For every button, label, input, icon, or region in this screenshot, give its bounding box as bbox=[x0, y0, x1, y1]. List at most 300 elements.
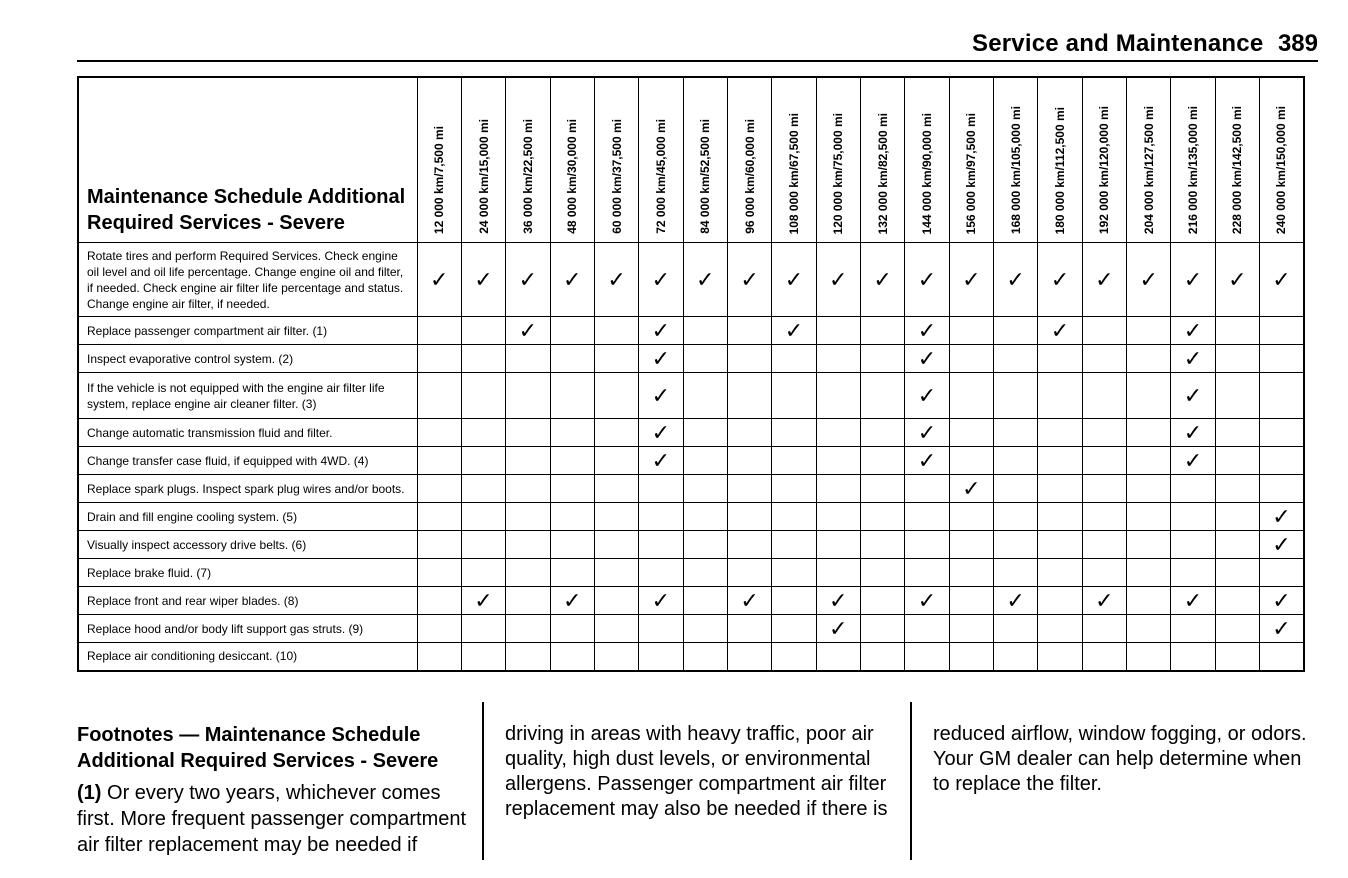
schedule-cell bbox=[639, 643, 683, 671]
checkmark-icon: ✓ bbox=[651, 266, 671, 292]
schedule-cell bbox=[550, 615, 594, 643]
schedule-cell bbox=[1082, 317, 1126, 345]
schedule-cell bbox=[506, 345, 550, 373]
interval-label: 48 000 km/30,000 mi bbox=[565, 119, 580, 234]
interval-label: 192 000 km/120,000 mi bbox=[1097, 105, 1112, 234]
schedule-cell bbox=[639, 475, 683, 503]
schedule-cell bbox=[860, 317, 904, 345]
schedule-cell bbox=[905, 531, 949, 559]
schedule-cell bbox=[1127, 243, 1171, 317]
schedule-cell bbox=[1260, 345, 1304, 373]
schedule-cell bbox=[905, 345, 949, 373]
schedule-cell bbox=[1082, 615, 1126, 643]
schedule-cell bbox=[506, 475, 550, 503]
checkmark-icon: ✓ bbox=[917, 266, 937, 292]
schedule-cell bbox=[683, 587, 727, 615]
table-row bbox=[78, 615, 1304, 643]
interval-label: 132 000 km/82,500 mi bbox=[875, 112, 890, 234]
schedule-cell bbox=[683, 531, 727, 559]
interval-header bbox=[772, 77, 816, 243]
interval-header bbox=[683, 77, 727, 243]
schedule-cell bbox=[1082, 345, 1126, 373]
checkmark-icon: ✓ bbox=[1272, 531, 1291, 557]
schedule-cell bbox=[1260, 475, 1304, 503]
interval-label: 180 000 km/112,500 mi bbox=[1052, 106, 1067, 234]
schedule-cell bbox=[860, 503, 904, 531]
checkmark-icon: ✓ bbox=[1183, 317, 1203, 343]
interval-label: 24 000 km/15,000 mi bbox=[476, 119, 491, 234]
schedule-cell bbox=[1038, 615, 1082, 643]
schedule-cell bbox=[683, 419, 727, 447]
interval-header-row bbox=[78, 77, 1304, 243]
schedule-cell bbox=[905, 475, 949, 503]
schedule-cell bbox=[1215, 373, 1259, 419]
interval-header bbox=[417, 77, 461, 243]
table-row bbox=[78, 373, 1304, 419]
schedule-cell bbox=[461, 531, 505, 559]
schedule-cell bbox=[506, 447, 550, 475]
checkmark-icon: ✓ bbox=[829, 266, 848, 292]
checkmark-icon: ✓ bbox=[962, 475, 981, 501]
schedule-cell bbox=[417, 447, 461, 475]
schedule-cell bbox=[1260, 531, 1304, 559]
schedule-cell bbox=[550, 587, 594, 615]
schedule-cell bbox=[1215, 317, 1259, 345]
interval-header bbox=[1127, 77, 1171, 243]
schedule-cell bbox=[905, 643, 949, 671]
schedule-cell bbox=[1127, 345, 1171, 373]
schedule-cell bbox=[417, 531, 461, 559]
checkmark-icon: ✓ bbox=[1183, 345, 1203, 371]
schedule-cell bbox=[1215, 615, 1259, 643]
schedule-cell bbox=[949, 643, 993, 671]
schedule-cell bbox=[860, 615, 904, 643]
page-number: 389 bbox=[1277, 30, 1318, 57]
schedule-cell bbox=[594, 373, 638, 419]
schedule-cell bbox=[1215, 503, 1259, 531]
schedule-cell bbox=[1082, 475, 1126, 503]
checkmark-icon: ✓ bbox=[740, 587, 759, 613]
schedule-cell bbox=[1215, 475, 1259, 503]
schedule-cell bbox=[417, 345, 461, 373]
checkmark-icon: ✓ bbox=[696, 266, 715, 292]
service-description: Replace spark plugs. Inspect spark plug wires and/or boots. bbox=[78, 475, 417, 503]
schedule-cell bbox=[816, 531, 860, 559]
checkmark-icon: ✓ bbox=[1183, 382, 1203, 408]
schedule-cell bbox=[1082, 643, 1126, 671]
checkmark-icon: ✓ bbox=[784, 317, 804, 343]
schedule-cell bbox=[993, 559, 1037, 587]
checkmark-icon: ✓ bbox=[1183, 266, 1203, 292]
schedule-cell bbox=[1171, 503, 1215, 531]
checkmark-icon: ✓ bbox=[873, 266, 892, 292]
schedule-cell bbox=[506, 317, 550, 345]
schedule-cell bbox=[1038, 419, 1082, 447]
schedule-cell bbox=[639, 373, 683, 419]
schedule-cell bbox=[949, 345, 993, 373]
schedule-cell bbox=[639, 243, 683, 317]
checkmark-icon: ✓ bbox=[1006, 266, 1025, 292]
schedule-cell bbox=[993, 531, 1037, 559]
schedule-cell bbox=[949, 373, 993, 419]
schedule-cell bbox=[1260, 503, 1304, 531]
schedule-cell bbox=[1260, 243, 1304, 317]
service-description: If the vehicle is not equipped with the engine air filter life system, replace engine air cleaner filter. (3) bbox=[78, 373, 417, 419]
schedule-cell bbox=[1127, 447, 1171, 475]
schedule-cell bbox=[993, 419, 1037, 447]
schedule-cell bbox=[683, 503, 727, 531]
interval-header bbox=[1260, 77, 1304, 243]
schedule-cell bbox=[550, 643, 594, 671]
schedule-cell bbox=[1171, 643, 1215, 671]
schedule-cell bbox=[727, 559, 771, 587]
maintenance-schedule-table bbox=[77, 76, 1305, 672]
footnote-marker: (1) bbox=[77, 782, 102, 804]
schedule-cell bbox=[816, 419, 860, 447]
schedule-cell bbox=[1260, 587, 1304, 615]
schedule-cell bbox=[1215, 243, 1259, 317]
table-row bbox=[78, 243, 1304, 317]
checkmark-icon: ✓ bbox=[917, 382, 937, 408]
schedule-cell bbox=[1127, 475, 1171, 503]
table-row bbox=[78, 559, 1304, 587]
checkmark-icon: ✓ bbox=[917, 317, 937, 343]
checkmark-icon: ✓ bbox=[651, 419, 671, 445]
checkmark-icon: ✓ bbox=[518, 266, 538, 292]
schedule-cell bbox=[949, 503, 993, 531]
schedule-cell bbox=[594, 475, 638, 503]
schedule-cell bbox=[683, 615, 727, 643]
schedule-cell bbox=[727, 419, 771, 447]
schedule-cell bbox=[594, 317, 638, 345]
schedule-cell bbox=[639, 615, 683, 643]
schedule-cell bbox=[1260, 373, 1304, 419]
checkmark-icon: ✓ bbox=[1272, 615, 1291, 641]
schedule-cell bbox=[683, 317, 727, 345]
schedule-cell bbox=[905, 587, 949, 615]
schedule-cell bbox=[506, 559, 550, 587]
schedule-cell bbox=[727, 243, 771, 317]
schedule-cell bbox=[727, 373, 771, 419]
interval-header bbox=[816, 77, 860, 243]
schedule-cell bbox=[1171, 345, 1215, 373]
schedule-cell bbox=[1038, 373, 1082, 419]
schedule-cell bbox=[949, 531, 993, 559]
schedule-cell bbox=[417, 643, 461, 671]
schedule-cell bbox=[727, 447, 771, 475]
schedule-cell bbox=[1260, 643, 1304, 671]
schedule-cell bbox=[594, 447, 638, 475]
service-description: Change automatic transmission fluid and filter. bbox=[78, 419, 417, 447]
schedule-cell bbox=[1127, 559, 1171, 587]
schedule-cell bbox=[683, 345, 727, 373]
interval-header bbox=[506, 77, 550, 243]
checkmark-icon: ✓ bbox=[1228, 266, 1247, 292]
checkmark-icon: ✓ bbox=[1183, 587, 1203, 613]
schedule-cell bbox=[905, 243, 949, 317]
checkmark-icon: ✓ bbox=[518, 317, 538, 343]
schedule-cell bbox=[1038, 559, 1082, 587]
interval-header bbox=[1215, 77, 1259, 243]
schedule-cell bbox=[993, 615, 1037, 643]
schedule-cell bbox=[727, 503, 771, 531]
schedule-cell bbox=[1038, 447, 1082, 475]
schedule-cell bbox=[772, 475, 816, 503]
schedule-cell bbox=[949, 419, 993, 447]
service-description: Visually inspect accessory drive belts. (6) bbox=[78, 531, 417, 559]
schedule-cell bbox=[461, 503, 505, 531]
schedule-cell bbox=[993, 503, 1037, 531]
schedule-cell bbox=[683, 243, 727, 317]
schedule-cell bbox=[1260, 559, 1304, 587]
interval-label: 204 000 km/127,500 mi bbox=[1141, 105, 1156, 234]
interval-header bbox=[461, 77, 505, 243]
service-description: Change transfer case fluid, if equipped with 4WD. (4) bbox=[78, 447, 417, 475]
interval-header bbox=[905, 77, 949, 243]
service-description: Drain and fill engine cooling system. (5) bbox=[78, 503, 417, 531]
schedule-cell bbox=[905, 615, 949, 643]
schedule-cell bbox=[1038, 531, 1082, 559]
schedule-cell bbox=[772, 503, 816, 531]
schedule-cell bbox=[1082, 243, 1126, 317]
schedule-cell bbox=[993, 243, 1037, 317]
interval-header bbox=[594, 77, 638, 243]
schedule-cell bbox=[550, 317, 594, 345]
schedule-cell bbox=[1171, 559, 1215, 587]
schedule-cell bbox=[1082, 587, 1126, 615]
schedule-cell bbox=[1260, 317, 1304, 345]
schedule-cell bbox=[772, 643, 816, 671]
schedule-cell bbox=[417, 503, 461, 531]
schedule-cell bbox=[860, 419, 904, 447]
schedule-cell bbox=[461, 419, 505, 447]
schedule-cell bbox=[594, 419, 638, 447]
interval-header bbox=[550, 77, 594, 243]
checkmark-icon: ✓ bbox=[917, 419, 937, 445]
schedule-cell bbox=[594, 587, 638, 615]
schedule-cell bbox=[905, 419, 949, 447]
schedule-cell bbox=[417, 587, 461, 615]
checkmark-icon: ✓ bbox=[607, 266, 626, 292]
schedule-cell bbox=[683, 373, 727, 419]
schedule-cell bbox=[949, 475, 993, 503]
schedule-cell bbox=[1127, 531, 1171, 559]
schedule-cell bbox=[1127, 615, 1171, 643]
schedule-cell bbox=[594, 345, 638, 373]
checkmark-icon: ✓ bbox=[917, 587, 937, 613]
schedule-cell bbox=[860, 373, 904, 419]
column-divider bbox=[910, 702, 912, 860]
schedule-cell bbox=[417, 475, 461, 503]
schedule-cell bbox=[461, 317, 505, 345]
schedule-cell bbox=[550, 447, 594, 475]
schedule-cell bbox=[816, 373, 860, 419]
schedule-cell bbox=[683, 559, 727, 587]
schedule-cell bbox=[550, 559, 594, 587]
schedule-cell bbox=[772, 419, 816, 447]
schedule-cell bbox=[550, 531, 594, 559]
schedule-cell bbox=[506, 615, 550, 643]
schedule-cell bbox=[1127, 587, 1171, 615]
schedule-cell bbox=[1082, 531, 1126, 559]
schedule-cell bbox=[949, 243, 993, 317]
schedule-cell bbox=[594, 643, 638, 671]
service-description: Inspect evaporative control system. (2) bbox=[78, 345, 417, 373]
interval-header bbox=[639, 77, 683, 243]
service-description: Replace front and rear wiper blades. (8) bbox=[78, 587, 417, 615]
schedule-cell bbox=[1082, 503, 1126, 531]
schedule-cell bbox=[506, 531, 550, 559]
checkmark-icon: ✓ bbox=[651, 447, 671, 473]
schedule-cell bbox=[816, 559, 860, 587]
checkmark-icon: ✓ bbox=[829, 615, 848, 641]
schedule-cell bbox=[417, 615, 461, 643]
service-description: Replace hood and/or body lift support gas struts. (9) bbox=[78, 615, 417, 643]
schedule-cell bbox=[1127, 373, 1171, 419]
schedule-cell bbox=[550, 475, 594, 503]
schedule-cell bbox=[860, 587, 904, 615]
schedule-cell bbox=[550, 503, 594, 531]
footnote-1-continued: reduced airflow, window fogging, or odors. Your GM dealer can help determine when to replace the filter. bbox=[933, 723, 1307, 795]
schedule-cell bbox=[772, 615, 816, 643]
schedule-cell bbox=[506, 503, 550, 531]
schedule-cell bbox=[816, 643, 860, 671]
schedule-cell bbox=[1082, 447, 1126, 475]
schedule-cell bbox=[1038, 643, 1082, 671]
schedule-cell bbox=[550, 243, 594, 317]
schedule-cell bbox=[639, 419, 683, 447]
schedule-cell bbox=[993, 643, 1037, 671]
schedule-cell bbox=[461, 643, 505, 671]
schedule-cell bbox=[417, 317, 461, 345]
interval-header bbox=[860, 77, 904, 243]
schedule-cell bbox=[1215, 643, 1259, 671]
interval-label: 36 000 km/22,500 mi bbox=[520, 119, 535, 234]
table-row bbox=[78, 345, 1304, 373]
checkmark-icon: ✓ bbox=[1183, 419, 1203, 445]
schedule-cell bbox=[417, 373, 461, 419]
table-row bbox=[78, 475, 1304, 503]
schedule-cell bbox=[639, 531, 683, 559]
schedule-cell bbox=[594, 243, 638, 317]
checkmark-icon: ✓ bbox=[429, 266, 449, 292]
schedule-cell bbox=[461, 587, 505, 615]
schedule-cell bbox=[772, 587, 816, 615]
schedule-cell bbox=[1082, 373, 1126, 419]
interval-label: 12 000 km/7,500 mi bbox=[432, 125, 447, 234]
interval-label: 240 000 km/150,000 mi bbox=[1274, 105, 1289, 234]
schedule-cell bbox=[816, 345, 860, 373]
schedule-cell bbox=[860, 531, 904, 559]
table-row bbox=[78, 531, 1304, 559]
interval-header bbox=[727, 77, 771, 243]
schedule-cell bbox=[683, 475, 727, 503]
checkmark-icon: ✓ bbox=[562, 266, 582, 292]
checkmark-icon: ✓ bbox=[651, 587, 671, 613]
schedule-cell bbox=[1171, 475, 1215, 503]
schedule-cell bbox=[1038, 475, 1082, 503]
schedule-cell bbox=[461, 559, 505, 587]
schedule-cell bbox=[949, 447, 993, 475]
service-description: Replace air conditioning desiccant. (10) bbox=[78, 643, 417, 671]
schedule-cell bbox=[1171, 531, 1215, 559]
interval-header bbox=[1038, 77, 1082, 243]
checkmark-icon: ✓ bbox=[1050, 317, 1070, 343]
schedule-cell bbox=[1171, 243, 1215, 317]
schedule-cell bbox=[993, 475, 1037, 503]
footnotes-column-3 bbox=[933, 700, 1323, 860]
interval-label: 216 000 km/135,000 mi bbox=[1186, 105, 1201, 234]
schedule-cell bbox=[993, 587, 1037, 615]
interval-header bbox=[1171, 77, 1215, 243]
schedule-cell bbox=[550, 345, 594, 373]
schedule-cell bbox=[1260, 419, 1304, 447]
schedule-cell bbox=[1171, 447, 1215, 475]
checkmark-icon: ✓ bbox=[1139, 266, 1158, 292]
checkmark-icon: ✓ bbox=[1272, 587, 1291, 613]
schedule-cell bbox=[1171, 615, 1215, 643]
checkmark-icon: ✓ bbox=[1272, 503, 1291, 529]
schedule-cell bbox=[905, 447, 949, 475]
schedule-cell bbox=[1038, 317, 1082, 345]
schedule-cell bbox=[639, 447, 683, 475]
schedule-cell bbox=[461, 345, 505, 373]
schedule-cell bbox=[639, 559, 683, 587]
schedule-cell bbox=[1215, 587, 1259, 615]
interval-label: 228 000 km/142,500 mi bbox=[1230, 105, 1245, 234]
schedule-cell bbox=[816, 475, 860, 503]
schedule-cell bbox=[1038, 503, 1082, 531]
schedule-cell bbox=[1038, 587, 1082, 615]
page-header bbox=[77, 28, 1318, 62]
schedule-cell bbox=[1127, 419, 1171, 447]
section-title: Service and Maintenance bbox=[972, 30, 1264, 57]
schedule-cell bbox=[860, 559, 904, 587]
schedule-cell bbox=[772, 447, 816, 475]
schedule-cell bbox=[816, 587, 860, 615]
schedule-cell bbox=[949, 559, 993, 587]
interval-label: 108 000 km/67,500 mi bbox=[786, 112, 801, 234]
footnotes-heading: Footnotes — Maintenance Schedule Additional Required Services - Severe bbox=[77, 724, 439, 772]
schedule-cell bbox=[1215, 559, 1259, 587]
footnotes-column-1 bbox=[77, 700, 477, 860]
table-row bbox=[78, 447, 1304, 475]
checkmark-icon: ✓ bbox=[917, 345, 937, 371]
schedule-cell bbox=[727, 643, 771, 671]
interval-label: 72 000 km/45,000 mi bbox=[653, 119, 668, 234]
schedule-cell bbox=[772, 373, 816, 419]
schedule-cell bbox=[993, 317, 1037, 345]
schedule-cell bbox=[506, 243, 550, 317]
schedule-cell bbox=[727, 475, 771, 503]
schedule-cell bbox=[949, 317, 993, 345]
schedule-cell bbox=[816, 317, 860, 345]
schedule-cell bbox=[506, 373, 550, 419]
checkmark-icon: ✓ bbox=[1272, 266, 1291, 292]
schedule-cell bbox=[639, 345, 683, 373]
schedule-cell bbox=[949, 615, 993, 643]
schedule-cell bbox=[727, 317, 771, 345]
interval-label: 144 000 km/90,000 mi bbox=[919, 112, 934, 234]
schedule-cell bbox=[639, 503, 683, 531]
schedule-cell bbox=[1215, 419, 1259, 447]
checkmark-icon: ✓ bbox=[1183, 447, 1203, 473]
schedule-cell bbox=[683, 643, 727, 671]
schedule-cell bbox=[417, 419, 461, 447]
schedule-cell bbox=[1171, 587, 1215, 615]
schedule-cell bbox=[905, 373, 949, 419]
schedule-cell bbox=[1127, 317, 1171, 345]
